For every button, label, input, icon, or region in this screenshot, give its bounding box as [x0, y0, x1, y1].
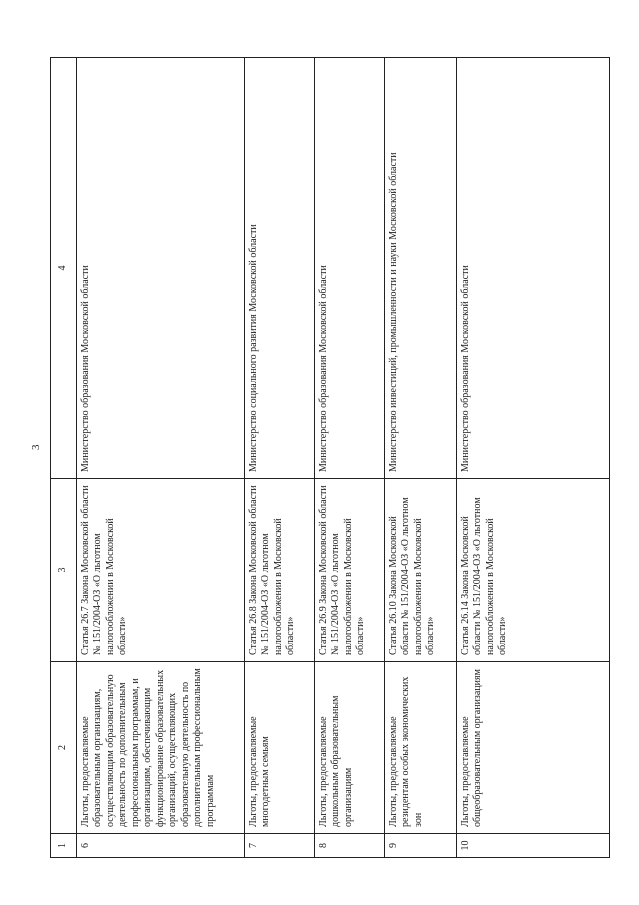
table-header-row: [51, 58, 77, 858]
header-col-1: 1: [51, 834, 77, 858]
row-number: 8: [314, 834, 384, 858]
row-number: 7: [244, 834, 314, 858]
law-cell: Статья 26.7 Закона Московской области № 151/2004-ОЗ «О льготном налогообложении в Московской области»: [76, 479, 244, 662]
table-row: [314, 58, 384, 858]
law-cell: Статья 26.14 Закона Московской области № 151/2004-ОЗ «О льготном налогообложении в Московской области»: [456, 479, 610, 662]
table-row: [244, 58, 314, 858]
ministry-cell: Министерство образования Московской области: [314, 58, 384, 479]
law-cell: Статья 26.10 Закона Московской области № 151/2004-ОЗ «О льготном налогообложении в Московской области»: [384, 479, 456, 662]
benefit-cell: Льготы, предоставляемые многодетным семьям: [244, 662, 314, 834]
benefits-table-container: [50, 58, 610, 858]
benefit-cell: Льготы, предоставляемые общеобразовательным организациям: [456, 662, 610, 834]
law-cell: Статья 26.8 Закона Московской области № 151/2004-ОЗ «О льготном налогообложении в Московской области»: [244, 479, 314, 662]
row-number: 10: [456, 834, 610, 858]
law-cell: Статья 26.9 Закона Московской области № 151/2004-ОЗ «О льготном налогообложении в Московской области»: [314, 479, 384, 662]
benefit-cell: Льготы, предоставляемые образовательным организациям, осуществляющим образовательную деятельность по дополнительным профессиональным программам, и организациям, обеспечивающим функционирование образовательных организаций, осуществляющих образовательную деятельность по дополнительным профессиональным программам: [76, 662, 244, 834]
header-col-4: 4: [51, 58, 77, 479]
ministry-cell: Министерство образования Московской области: [456, 58, 610, 479]
table-row: [384, 58, 456, 858]
row-number: 6: [76, 834, 244, 858]
ministry-cell: Министерство инвестиций, промышленности и науки Московской области: [384, 58, 456, 479]
table-row: [76, 58, 244, 858]
header-col-3: 3: [51, 479, 77, 662]
benefit-cell: Льготы, предоставляемые дошкольным образовательным организациям: [314, 662, 384, 834]
ministry-cell: Министерство образования Московской области: [76, 58, 244, 479]
header-col-2: 2: [51, 662, 77, 834]
page-number: 3: [30, 444, 42, 450]
table-row: [456, 58, 610, 858]
benefits-table: [50, 57, 610, 858]
row-number: 9: [384, 834, 456, 858]
benefit-cell: Льготы, предоставляемые резидентам особых экономических зон: [384, 662, 456, 834]
ministry-cell: Министерство социального развития Московской области: [244, 58, 314, 479]
